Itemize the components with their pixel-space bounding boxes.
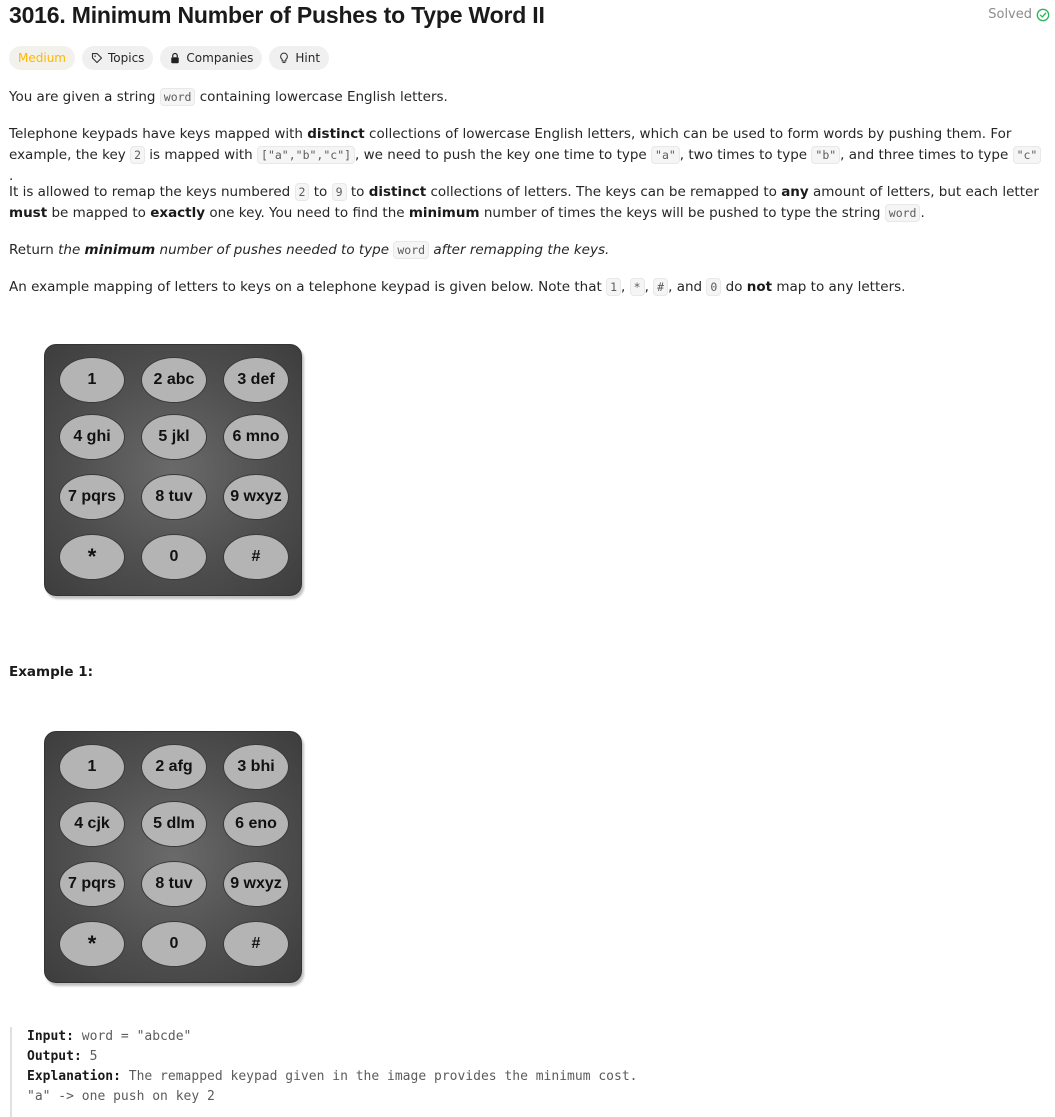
lightbulb-icon	[278, 52, 290, 64]
bold-text: any	[781, 184, 809, 200]
text-span: , and	[668, 279, 707, 295]
bold-text: minimum	[408, 205, 480, 221]
inline-code: ["a","b","c"]	[257, 146, 355, 164]
companies-button[interactable]	[160, 46, 262, 70]
inline-code: word	[885, 204, 921, 222]
description-paragraph-4	[9, 240, 1043, 261]
keypad-key: 4 ghi	[59, 414, 125, 460]
inline-code: word	[393, 241, 429, 259]
keypad-key: 3 bhi	[223, 744, 289, 790]
explanation-value: The remapped keypad given in the image provides the minimum cost.	[120, 1069, 638, 1084]
text-span: to	[346, 184, 369, 200]
text-span: to	[309, 184, 332, 200]
text-span: .	[9, 168, 14, 184]
text-span: number of times the keys will be pushed to type the string	[479, 205, 885, 221]
bold-text: distinct	[307, 126, 365, 142]
example-io-block	[10, 1027, 1055, 1117]
text-span: do	[721, 279, 747, 295]
text-span: one key. You need to find the	[205, 205, 409, 221]
keypad-key: 2 afg	[141, 744, 207, 790]
inline-code: "b"	[811, 146, 840, 164]
text-span: An example mapping of letters to keys on a telephone keypad is given below. Note that	[9, 279, 607, 295]
italic-text: number of pushes needed to type	[155, 242, 394, 258]
text-span: be mapped to	[47, 205, 151, 221]
text-span: , and three times to type	[840, 147, 1013, 163]
text-span: amount of letters, but each letter	[808, 184, 1039, 200]
keypad-key: 6 eno	[223, 801, 289, 847]
keypad-key: 5 dlm	[141, 801, 207, 847]
text-span: ,	[621, 279, 630, 295]
keypad-key: 7 pqrs	[59, 861, 125, 907]
description-paragraph-2	[9, 124, 1043, 187]
keypad-key: 3 def	[223, 357, 289, 403]
keypad-key: 9 wxyz	[223, 861, 289, 907]
keypad-key: 1	[59, 357, 125, 403]
companies-label: Companies	[186, 51, 254, 65]
description-paragraph-1	[9, 87, 1043, 108]
keypad-key: 2 abc	[141, 357, 207, 403]
difficulty-tag	[9, 46, 75, 70]
tag-icon	[91, 52, 103, 64]
italic-text: after remapping the keys.	[429, 242, 610, 258]
keypad-key: 0	[141, 921, 207, 967]
keypad-key: 7 pqrs	[59, 474, 125, 520]
problem-title: 3016. Minimum Number of Pushes to Type Word II	[9, 2, 545, 28]
italic-text: the	[58, 242, 85, 258]
description-paragraph-3	[9, 182, 1043, 224]
keypad-key: 9 wxyz	[223, 474, 289, 520]
hint-label: Hint	[295, 51, 321, 65]
text-span: collections of letters. The keys can be remapped to	[426, 184, 782, 200]
example-title: Example 1:	[9, 664, 94, 680]
input-label: Input:	[27, 1029, 74, 1044]
lock-icon	[169, 52, 181, 64]
text-span: Return	[9, 242, 59, 258]
input-line	[27, 1027, 1055, 1047]
keypad-key: 0	[141, 534, 207, 580]
text-span: map to any letters.	[772, 279, 906, 295]
output-line	[27, 1047, 1055, 1067]
keypad-key: 1	[59, 744, 125, 790]
inline-code: #	[653, 278, 668, 296]
inline-code: *	[630, 278, 645, 296]
inline-code: 2	[130, 146, 145, 164]
keypad-key: 4 cjk	[59, 801, 125, 847]
text-span: It is allowed to remap the keys numbered	[9, 184, 295, 200]
keypad-key: *	[59, 921, 125, 967]
hint-button[interactable]	[269, 46, 329, 70]
bold-text: distinct	[368, 184, 427, 200]
explanation-label: Explanation:	[27, 1069, 121, 1084]
inline-code: word	[160, 88, 196, 106]
text-span: ,	[644, 279, 654, 295]
text-span: , two times to type	[679, 147, 812, 163]
topics-button[interactable]	[82, 46, 153, 70]
inline-code: 1	[606, 278, 621, 296]
output-label: Output:	[27, 1049, 82, 1064]
bold-text: minimum	[84, 242, 156, 258]
text-span: You are given a string	[9, 89, 160, 105]
keypad-key: *	[59, 534, 125, 580]
inline-code: 9	[332, 183, 347, 201]
inline-code: 0	[706, 278, 721, 296]
keypad-key: 5 jkl	[141, 414, 207, 460]
keypad-key: 8 tuv	[141, 861, 207, 907]
tag-bar	[9, 46, 329, 70]
inline-code: 2	[295, 183, 310, 201]
text-span: , we need to push the key one time to type	[355, 147, 652, 163]
solved-status	[988, 7, 1050, 22]
text-span: collections of lowercase English letters, which can be used to form words by pushing them. For example, the key	[9, 126, 1012, 163]
topics-label: Topics	[107, 51, 145, 65]
keypad-key: 8 tuv	[141, 474, 207, 520]
inline-code: "c"	[1013, 146, 1042, 164]
output-value: 5	[81, 1049, 98, 1064]
bold-text: exactly	[150, 205, 206, 221]
text-span: Telephone keypads have keys mapped with	[9, 126, 308, 142]
difficulty-label: Medium	[18, 51, 66, 65]
explanation-line	[27, 1067, 1055, 1087]
solved-label: Solved	[988, 7, 1032, 22]
keypad-key: 6 mno	[223, 414, 289, 460]
bold-text: must	[9, 205, 48, 221]
text-span: .	[920, 205, 925, 221]
keypad-image	[44, 344, 302, 596]
text-span: is mapped with	[145, 147, 258, 163]
keypad-key: #	[223, 534, 289, 580]
description-paragraph-5	[9, 277, 1043, 298]
inline-code: "a"	[651, 146, 680, 164]
text-span: containing lowercase English letters.	[195, 89, 448, 105]
bold-text: not	[746, 279, 773, 295]
keypad-key: #	[223, 921, 289, 967]
check-circle-icon	[1036, 8, 1050, 22]
input-value: word = "abcde"	[73, 1029, 192, 1044]
explanation-detail-line: "a" -> one push on key 2	[27, 1089, 215, 1104]
example-keypad-image	[44, 731, 302, 983]
